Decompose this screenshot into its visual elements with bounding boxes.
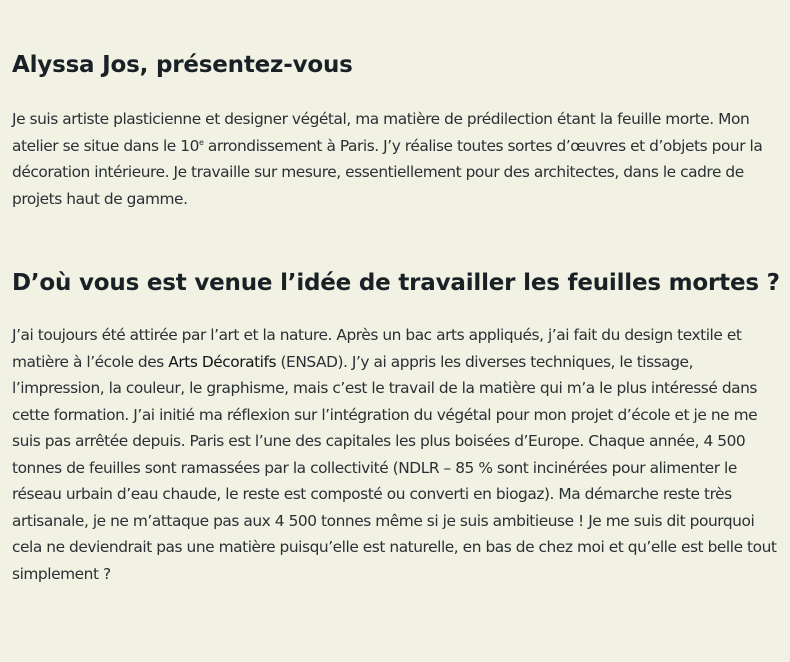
answer-2-text-part-1: J’ai toujours été attirée par l’art et la nature. Après un bac arts appliqués, j’ai fait du design textile et matière à l’école des bbox=[12, 326, 742, 371]
answer-1-paragraph bbox=[12, 106, 787, 212]
answer-1-text-part-2: arrondissement à Paris. J’y réalise toutes sortes d’œuvres et d’objets pour la décoration intérieure. Je travaille sur mesure, essentiellement pour des architectes, dans le cadre de projets haut de gamme. bbox=[12, 136, 763, 208]
ordinal-superscript: e bbox=[198, 137, 204, 147]
question-1-heading: Alyssa Jos, présentez-vous bbox=[12, 52, 353, 78]
answer-2-text-part-2: (ENSAD). J’y ai appris les diverses techniques, le tissage, l’impression, la couleur, le graphisme, mais c’est le travail de la matière qui m’a le plus intéressé dans cette formation. J’ai initié ma réflexion sur l’intégration du végétal pour mon projet d’école et je ne me suis pas arrêtée depuis. Paris est l’une des capitales les plus boisées d’Europe. Chaque année, 4 500 tonnes de feuilles sont ramassées par la collectivité (NDLR – 85 % sont incinérées pour alimenter le réseau urbain d’eau chaude, le reste est composté ou converti en biogaz). Ma démarche reste très artisanale, je ne m’attaque pas aux 4 500 tonnes même si je suis ambitieuse ! Je me suis dit pourquoi cela ne deviendrait pas une matière puisqu’elle est naturelle, en bas de chez moi et qu’elle est belle tout simplement ? bbox=[12, 352, 777, 583]
arts-decoratifs-link[interactable]: Arts Décoratifs bbox=[168, 352, 277, 371]
answer-2-paragraph bbox=[12, 322, 787, 587]
answer-1-text-part-1: Je suis artiste plasticienne et designer végétal, ma matière de prédilection étant la feuille morte. Mon atelier se situe dans le 10 bbox=[12, 110, 750, 155]
question-2-heading: D’où vous est venue l’idée de travailler les feuilles mortes ? bbox=[12, 270, 780, 296]
